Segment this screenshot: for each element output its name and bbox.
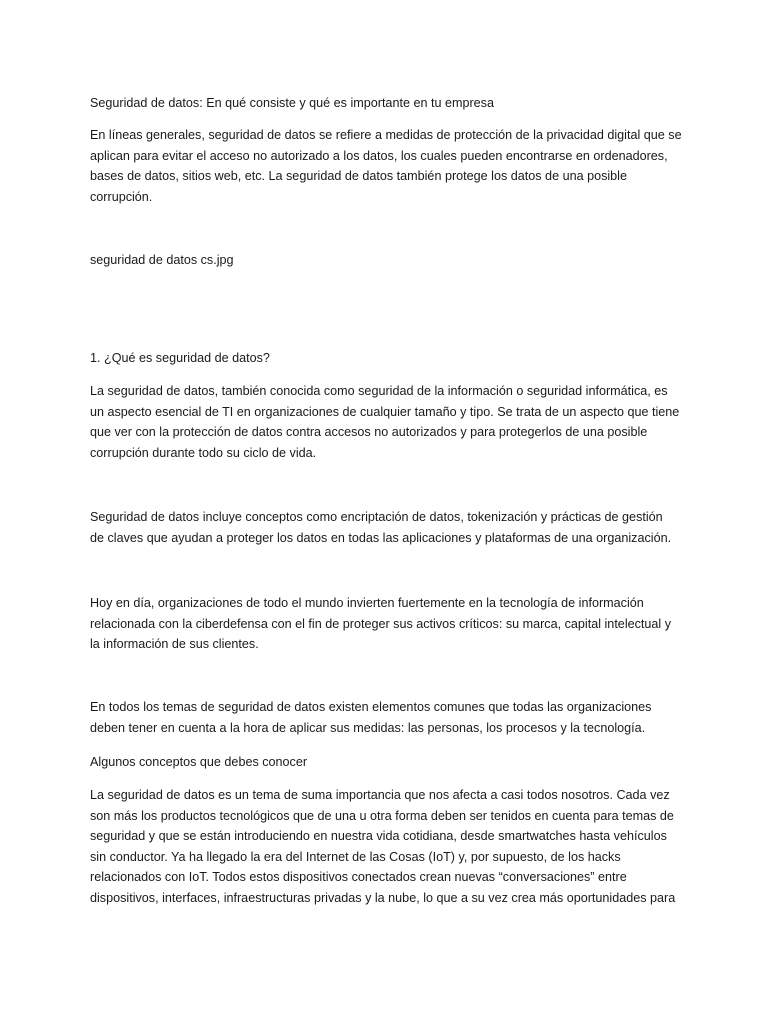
section2-heading-text: Algunos conceptos que debes conocer: [90, 755, 308, 769]
intro-paragraph: [90, 125, 690, 207]
section1-heading-text: 1. ¿Qué es seguridad de datos?: [90, 351, 270, 365]
section1-paragraph-4: [90, 697, 690, 738]
image-caption-text: seguridad de datos cs.jpg: [90, 253, 234, 267]
text-line: sin conductor. Ya ha llegado la era del Internet de las Cosas (IoT) y, por supuesto, de los hacks: [90, 849, 621, 864]
section1-paragraph-3: [90, 593, 690, 655]
text-line: un aspecto esencial de TI en organizaciones de cualquier tamaño y tipo. Se trata de un aspecto que tiene: [90, 404, 680, 419]
text-line: son más los productos tecnológicos que de una u otra forma deben ser tenidos en cuenta para temas de: [90, 808, 674, 823]
text-line: que ver con la protección de datos contra accesos no autorizados y para protegerlos de una posible: [90, 425, 648, 440]
text-line: La seguridad de datos es un tema de suma importancia que nos afecta a casi todos nosotros. Cada vez: [90, 788, 670, 802]
text-line: Seguridad de datos incluye conceptos como encriptación de datos, tokenización y prácticas de gestión: [90, 510, 663, 524]
text-line: Hoy en día, organizaciones de todo el mundo invierten fuertemente en la tecnología de información: [90, 596, 644, 610]
section1-paragraph-2: [90, 507, 690, 548]
text-line: corrupción.: [90, 189, 153, 204]
text-line: de claves que ayudan a proteger los datos en todas las aplicaciones y plataformas de una organización.: [90, 530, 672, 545]
document-title: [90, 93, 690, 114]
document-title-text: Seguridad de datos: En qué consiste y qué es importante en tu empresa: [90, 96, 494, 110]
image-caption: [90, 250, 690, 271]
text-line: seguridad y que se están introduciendo en nuestra vida cotidiana, desde smartwatches hasta vehículos: [90, 829, 667, 844]
text-line: relacionados con IoT. Todos estos dispositivos conectados crean nuevas “conversaciones” entre: [90, 870, 627, 885]
text-line: dispositivos, interfaces, infraestructuras privadas y la nube, lo que a su vez crea más oportunidades para: [90, 890, 676, 905]
section1-paragraph-1: [90, 381, 690, 463]
section2-paragraph-1: [90, 785, 690, 909]
text-line: corrupción durante todo su ciclo de vida.: [90, 445, 317, 460]
text-line: En todos los temas de seguridad de datos existen elementos comunes que todas las organizaciones: [90, 700, 652, 714]
text-line: bases de datos, sitios web, etc. La seguridad de datos también protege los datos de una posible: [90, 169, 627, 184]
text-line: deben tener en cuenta a la hora de aplicar sus medidas: las personas, los procesos y la tecnología.: [90, 720, 646, 735]
text-line: La seguridad de datos, también conocida como seguridad de la información o seguridad informática, es: [90, 384, 668, 398]
section2-heading: [90, 752, 690, 773]
text-line: la información de sus clientes.: [90, 637, 259, 652]
section1-heading: [90, 348, 690, 369]
text-line: En líneas generales, seguridad de datos se refiere a medidas de protección de la privacidad digital que se: [90, 128, 682, 142]
text-line: aplican para evitar el acceso no autorizado a los datos, los cuales pueden encontrarse en ordenadores,: [90, 148, 668, 163]
text-line: relacionada con la ciberdefensa con el fin de proteger sus activos críticos: su marca, capital intelectual y: [90, 616, 672, 631]
